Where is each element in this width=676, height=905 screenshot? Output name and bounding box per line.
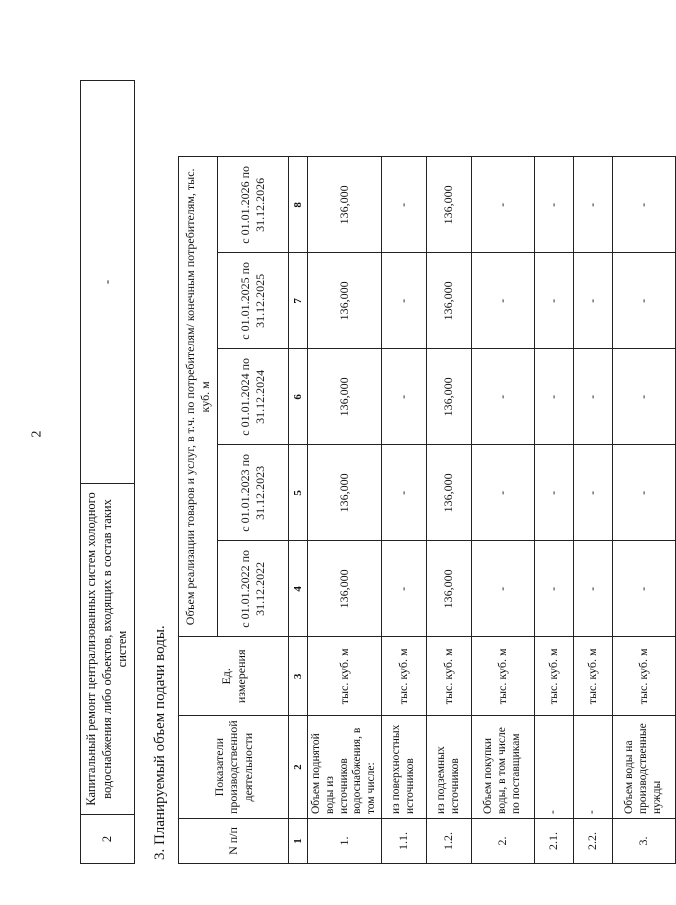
row-value: -: [381, 157, 426, 253]
capital-repair-table: [80, 80, 135, 864]
header-row: [179, 157, 218, 864]
row-value: 136,000: [426, 157, 471, 253]
row-number: 2.1.: [534, 819, 573, 864]
row-value: -: [534, 157, 573, 253]
header-year: с 01.01.2024 по 31.12.2024: [218, 349, 289, 445]
row-name: Объем покупки воды, в том числе по поставщикам: [471, 716, 534, 819]
table-row: [308, 157, 382, 864]
row-value: -: [573, 541, 612, 637]
row-value: -: [381, 541, 426, 637]
page-number: 2: [29, 430, 45, 438]
table-row: [426, 157, 471, 864]
row-number: 2: [81, 815, 135, 864]
row-value: -: [471, 157, 534, 253]
row-number: 2.2.: [573, 819, 612, 864]
row-unit: тыс. куб. м: [471, 637, 534, 716]
row-value: -: [81, 81, 135, 484]
table-row: [81, 81, 135, 864]
row-value: 136,000: [308, 253, 382, 349]
row-value: -: [612, 349, 675, 445]
rotated-document: [80, 12, 663, 872]
table-row: [471, 157, 534, 864]
row-number: 1.1.: [381, 819, 426, 864]
row-value: 136,000: [426, 445, 471, 541]
column-number: 6: [289, 349, 308, 445]
table-row: [381, 157, 426, 864]
row-number: 1.2.: [426, 819, 471, 864]
row-value: 136,000: [308, 349, 382, 445]
row-value: -: [573, 253, 612, 349]
row-unit: тыс. куб. м: [381, 637, 426, 716]
row-description: Капитальный ремонт централизованных систем холодного водоснабжения либо объектов, входящих в состав таких систем: [81, 484, 135, 815]
header-year: с 01.01.2023 по 31.12.2023: [218, 445, 289, 541]
table-row: [573, 157, 612, 864]
table-row: [612, 157, 675, 864]
row-value: -: [573, 157, 612, 253]
row-value: 136,000: [426, 541, 471, 637]
row-unit: тыс. куб. м: [308, 637, 382, 716]
header-year: с 01.01.2025 по 31.12.2025: [218, 253, 289, 349]
row-name: Объем поднятой воды из источников водоснабжения, в том числе:: [308, 716, 382, 819]
header-name: Показатели производственной деятельности: [179, 716, 289, 819]
row-name: -: [534, 716, 573, 819]
row-value: -: [612, 445, 675, 541]
row-value: -: [534, 541, 573, 637]
row-value: -: [534, 445, 573, 541]
row-value: -: [471, 541, 534, 637]
row-value: -: [471, 253, 534, 349]
column-number: 8: [289, 157, 308, 253]
row-value: 136,000: [308, 157, 382, 253]
water-supply-table: [178, 156, 676, 864]
row-value: -: [534, 349, 573, 445]
row-name: из поверхностных источников: [381, 716, 426, 819]
header-year: с 01.01.2022 по 31.12.2022: [218, 541, 289, 637]
row-value: 136,000: [426, 253, 471, 349]
row-value: 136,000: [308, 541, 382, 637]
row-value: -: [534, 253, 573, 349]
row-unit: тыс. куб. м: [534, 637, 573, 716]
row-unit: тыс. куб. м: [426, 637, 471, 716]
row-value: -: [471, 349, 534, 445]
header-n: N п/п: [179, 819, 289, 864]
header-merged: Объем реализации товаров и услуг, в т.ч. по потребителям/ конечным потребителям, тыс. куб. м: [179, 157, 218, 637]
row-name: из подземных источников: [426, 716, 471, 819]
row-unit: тыс. куб. м: [612, 637, 675, 716]
row-number: 3.: [612, 819, 675, 864]
column-number: 7: [289, 253, 308, 349]
row-value: -: [471, 445, 534, 541]
row-value: -: [612, 157, 675, 253]
row-name: -: [573, 716, 612, 819]
row-value: -: [381, 253, 426, 349]
header-year: с 01.01.2026 по 31.12.2026: [218, 157, 289, 253]
row-value: 136,000: [426, 349, 471, 445]
column-number: 2: [289, 716, 308, 819]
column-number: 1: [289, 819, 308, 864]
row-unit: тыс. куб. м: [573, 637, 612, 716]
column-number: 3: [289, 637, 308, 716]
row-number: 1.: [308, 819, 382, 864]
header-unit: Ед. измерения: [179, 637, 289, 716]
row-number: 2.: [471, 819, 534, 864]
section-title: 3. Планируемый объем подачи воды.: [152, 625, 168, 860]
row-value: -: [612, 253, 675, 349]
row-value: 136,000: [308, 445, 382, 541]
column-number: 5: [289, 445, 308, 541]
row-value: -: [573, 445, 612, 541]
numbering-row: [289, 157, 308, 864]
row-value: -: [573, 349, 612, 445]
row-value: -: [381, 445, 426, 541]
row-value: -: [381, 349, 426, 445]
table-row: [534, 157, 573, 864]
row-value: -: [612, 541, 675, 637]
column-number: 4: [289, 541, 308, 637]
row-name: Объем воды на производственные нужды: [612, 716, 675, 819]
